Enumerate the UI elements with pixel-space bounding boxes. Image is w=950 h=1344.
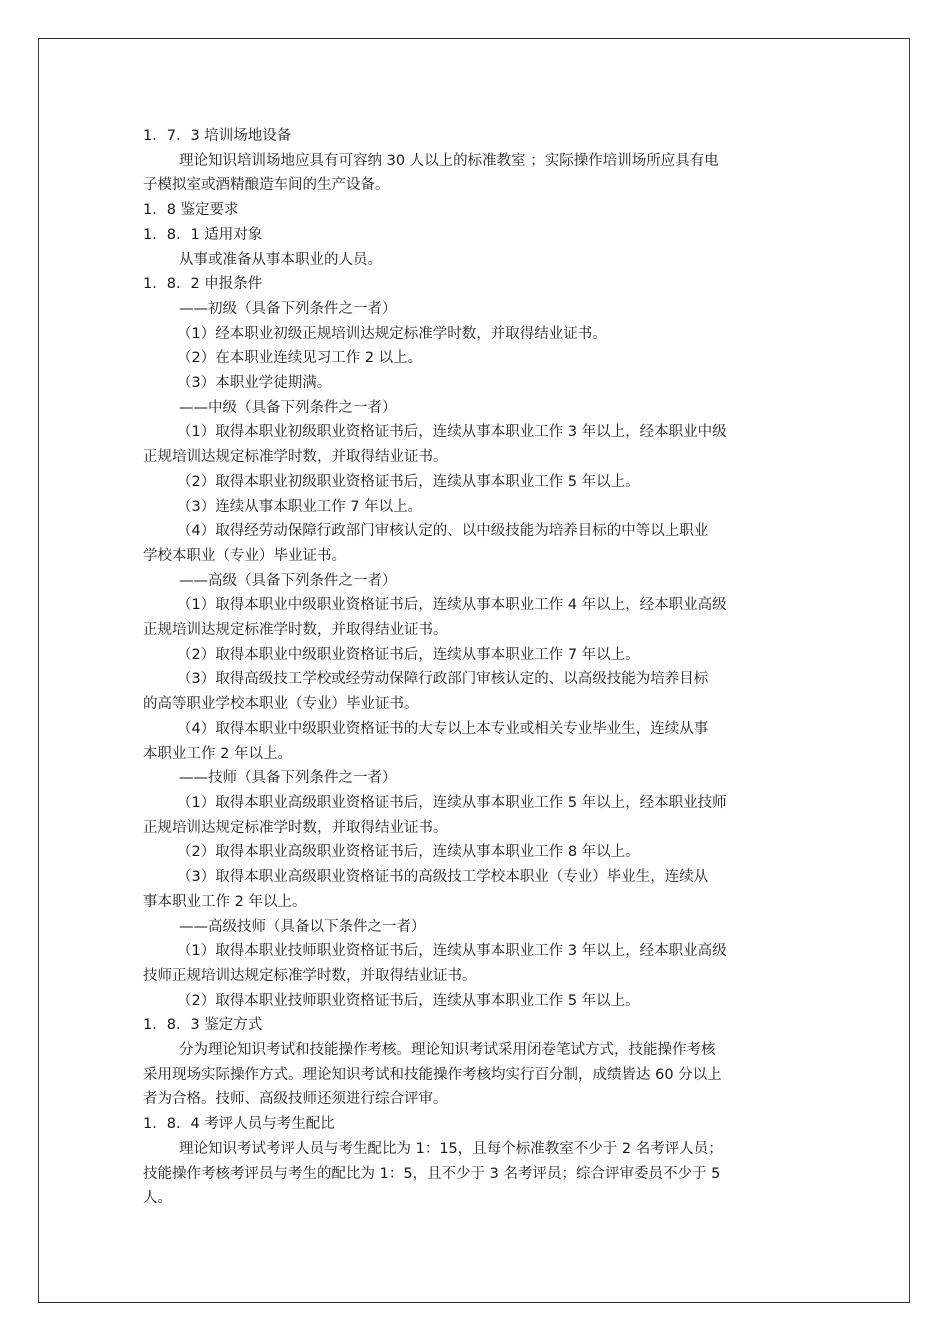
- text-line: 学校本职业（专业）毕业证书。: [143, 547, 346, 564]
- section-heading: 1．8．3 鉴定方式: [143, 1017, 263, 1034]
- text-line: ——初级（具备下列条件之一者）: [179, 300, 397, 317]
- text-line: （2）取得本职业高级职业资格证书后，连续从事本职业工作 8 年以上。: [177, 844, 640, 861]
- text-line: （3）本职业学徒期满。: [177, 375, 332, 392]
- section-heading: 1．8．4 考评人员与考生配比: [143, 1116, 335, 1133]
- text-line: （1）取得本职业初级职业资格证书后，连续从事本职业工作 3 年以上，经本职业中级: [177, 424, 727, 441]
- text-line: 理论知识考试考评人员与考生配比为 1：15，且每个标准教室不少于 2 名考评人员；: [179, 1140, 723, 1157]
- text-line: （2）取得本职业初级职业资格证书后，连续从事本职业工作 5 年以上。: [177, 473, 640, 490]
- text-line: （1）取得本职业高级职业资格证书后，连续从事本职业工作 5 年以上，经本职业技师: [177, 794, 727, 811]
- text-line: 采用现场实际操作方式。理论知识考试和技能操作考核均实行百分制，成绩皆达 60 分以上: [143, 1066, 722, 1083]
- text-line: 技能操作考核考评员与考生的配比为 1：5，且不少于 3 名考评员；综合评审委员不少于 5: [143, 1165, 721, 1182]
- text-line: 正规培训达规定标准学时数，并取得结业证书。: [143, 622, 448, 639]
- text-line: 技师正规培训达规定标准学时数，并取得结业证书。: [143, 967, 477, 984]
- text-line: 分为理论知识考试和技能操作考核。理论知识考试采用闭卷笔试方式，技能操作考核: [179, 1042, 716, 1059]
- text-line: （1）经本职业初级正规培训达规定标准学时数，并取得结业证书。: [177, 325, 607, 342]
- section-heading: 1．7．3 培训场地设备: [143, 128, 292, 144]
- text-line: ——高级技师（具备以下条件之一者）: [179, 918, 426, 935]
- text-line: （1）取得本职业技师职业资格证书后，连续从事本职业工作 3 年以上，经本职业高级: [177, 943, 727, 960]
- text-line: （2）取得本职业中级职业资格证书后，连续从事本职业工作 7 年以上。: [177, 646, 640, 663]
- text-line: 的高等职业学校本职业（专业）毕业证书。: [143, 696, 419, 713]
- text-line: ——技师（具备下列条件之一者）: [179, 770, 397, 787]
- text-line: ——中级（具备下列条件之一者）: [179, 399, 397, 416]
- text-line: 本职业工作 2 年以上。: [143, 745, 292, 762]
- text-line: （2）在本职业连续见习工作 2 以上。: [177, 350, 423, 367]
- section-heading: 1．8．2 申报条件: [143, 276, 263, 293]
- text-line: 人。: [143, 1190, 172, 1207]
- text-line: ——高级（具备下列条件之一者）: [179, 572, 397, 589]
- text-line: （4）取得经劳动保障行政部门审核认定的、以中级技能为培养目标的中等以上职业: [177, 523, 709, 540]
- text-line: 从事或准备从事本职业的人员。: [179, 251, 382, 268]
- text-line: 者为合格。技师、高级技师还须进行综合评审。: [143, 1091, 448, 1108]
- text-line: （1）取得本职业中级职业资格证书后，连续从事本职业工作 4 年以上，经本职业高级: [177, 597, 727, 614]
- text-line: （3）连续从事本职业工作 7 年以上。: [177, 498, 423, 515]
- text-line: 正规培训达规定标准学时数，并取得结业证书。: [143, 449, 448, 466]
- text-line: （2）取得本职业技师职业资格证书后，连续从事本职业工作 5 年以上。: [177, 992, 640, 1009]
- text-line: 正规培训达规定标准学时数，并取得结业证书。: [143, 819, 448, 836]
- text-line: （3）取得高级技工学校或经劳动保障行政部门审核认定的、以高级技能为培养目标: [177, 671, 709, 688]
- text-line: 事本职业工作 2 年以上。: [143, 893, 307, 910]
- section-heading: 1．8．1 适用对象: [143, 226, 263, 243]
- text-line: 子模拟室或酒精酿造车间的生产设备。: [143, 177, 390, 194]
- text-line: （4）取得本职业中级职业资格证书的大专以上本专业或相关专业毕业生，连续从事: [177, 720, 709, 737]
- document-body: [143, 124, 813, 1211]
- text-line: 理论知识培训场地应具有可容纳 30 人以上的标准教室 ；实际操作培训场所应具有电: [179, 152, 719, 169]
- text-line: （3）取得本职业高级职业资格证书的高级技工学校本职业（专业）毕业生，连续从: [177, 869, 709, 886]
- section-heading: 1．8 鉴定要求: [143, 202, 239, 219]
